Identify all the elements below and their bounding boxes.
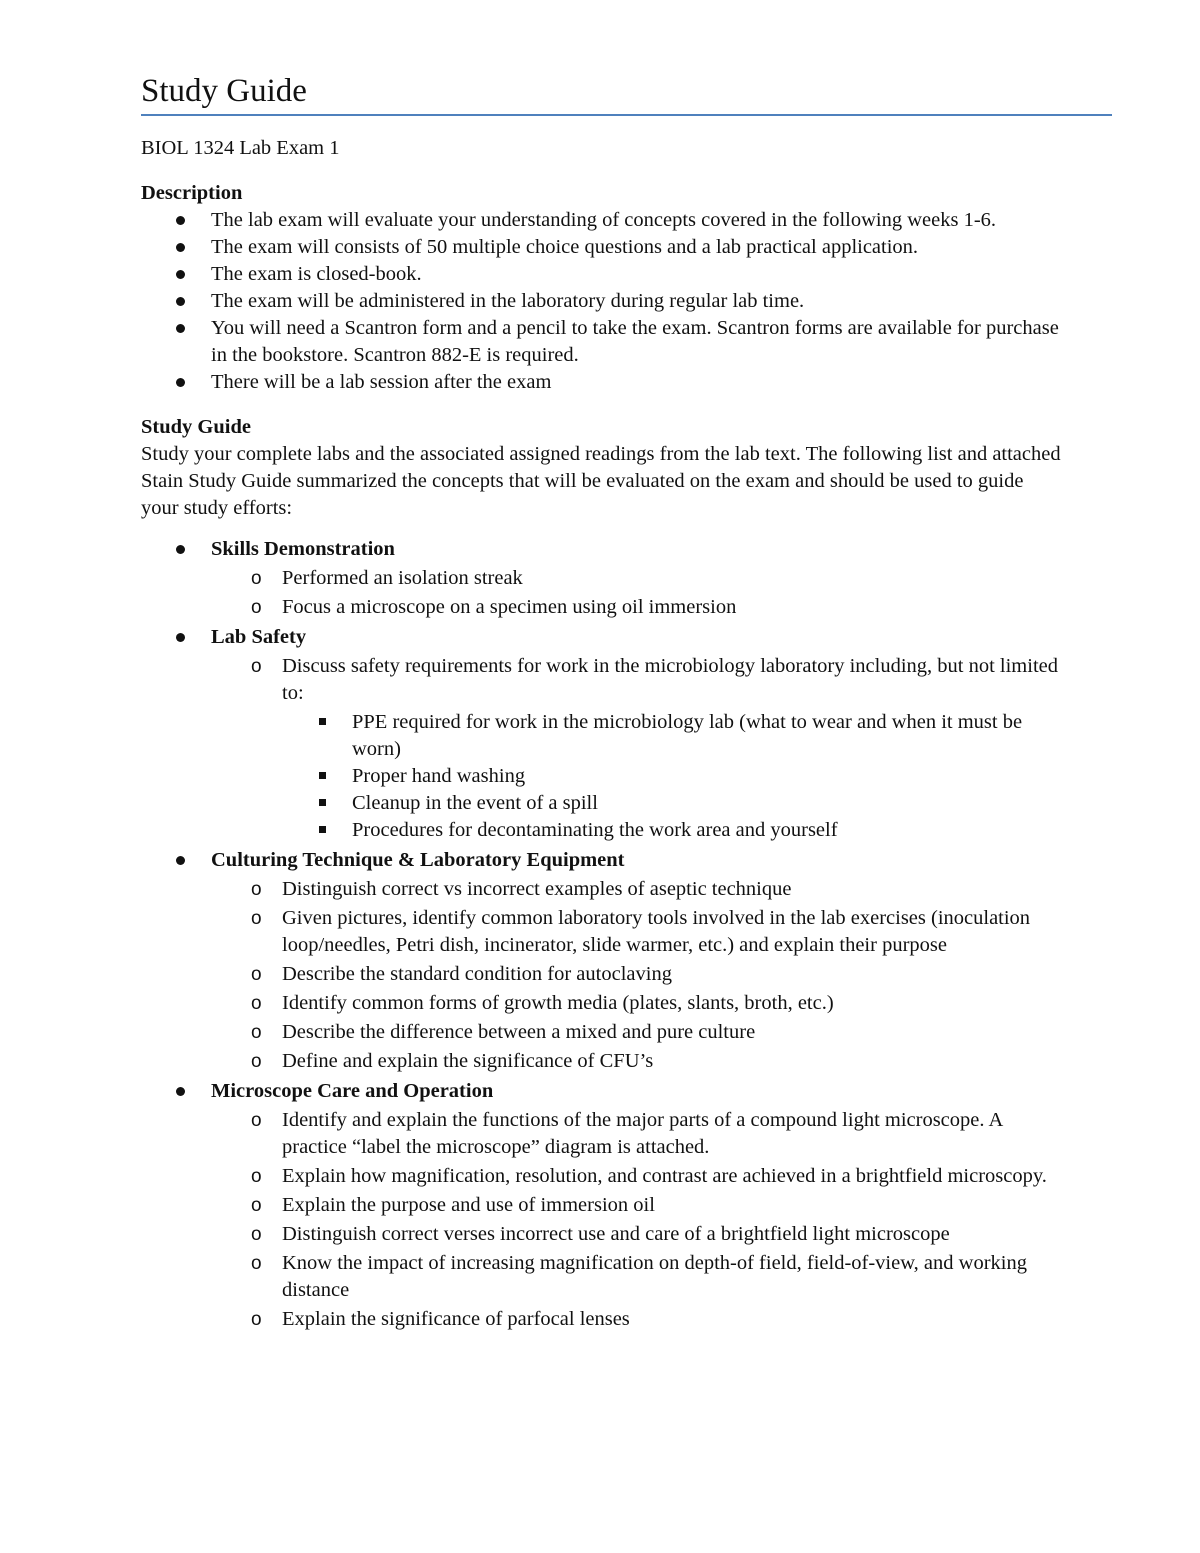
bullet-icon xyxy=(176,270,185,279)
circle-bullet-icon: o xyxy=(251,568,262,589)
circle-bullet-icon: o xyxy=(251,656,262,677)
list-item: o Identify common forms of growth media (plates, slants, broth, etc.) xyxy=(141,990,1061,1017)
title-underline xyxy=(141,114,1112,116)
topic-skills-demonstration xyxy=(141,536,1061,563)
circle-bullet-icon: o xyxy=(251,879,262,900)
bullet-icon xyxy=(176,856,185,865)
list-item: The exam is closed-book. xyxy=(141,261,1061,288)
list-item: o Explain how magnification, resolution, and contrast are achieved in a brightfield microscopy. xyxy=(141,1163,1061,1190)
topic-title: Skills Demonstration xyxy=(211,538,395,560)
topic-title: Culturing Technique & Laboratory Equipment xyxy=(211,849,625,871)
description-heading: Description xyxy=(141,182,243,204)
circle-bullet-icon: o xyxy=(251,993,262,1014)
list-item: o Explain the significance of parfocal lenses xyxy=(141,1306,1061,1333)
list-item: Procedures for decontaminating the work area and yourself xyxy=(141,817,1061,844)
circle-bullet-icon: o xyxy=(251,1051,262,1072)
list-item: Proper hand washing xyxy=(141,763,1061,790)
circle-bullet-icon: o xyxy=(251,1166,262,1187)
circle-bullet-icon: o xyxy=(251,1253,262,1274)
topic-culturing-technique xyxy=(141,847,1061,874)
list-item: PPE required for work in the microbiology lab (what to wear and when it must be worn) xyxy=(141,709,1061,763)
bullet-icon xyxy=(176,545,185,554)
list-item: o Discuss safety requirements for work in the microbiology laboratory including, but not limited to: xyxy=(251,655,1058,704)
square-bullet-icon xyxy=(319,772,326,779)
square-bullet-icon xyxy=(319,799,326,806)
list-item: o Define and explain the significance of CFU’s xyxy=(141,1048,1061,1075)
list-item: o Focus a microscope on a specimen using oil immersion xyxy=(141,594,1061,621)
circle-bullet-icon: o xyxy=(251,1022,262,1043)
description-list xyxy=(141,207,1061,396)
list-item: You will need a Scantron form and a pencil to take the exam. Scantron forms are available for purchase in the bookstore. Scantron 882-E is required. xyxy=(141,315,1061,369)
circle-bullet-icon: o xyxy=(251,908,262,929)
course-subtitle: BIOL 1324 Lab Exam 1 xyxy=(141,137,340,159)
bullet-icon xyxy=(176,378,185,387)
topic-list xyxy=(141,536,1061,1333)
list-item: Cleanup in the event of a spill xyxy=(141,790,1061,817)
list-item: There will be a lab session after the exam xyxy=(141,369,1061,396)
circle-bullet-icon: o xyxy=(251,1224,262,1245)
bullet-icon xyxy=(176,324,185,333)
circle-bullet-icon: o xyxy=(251,964,262,985)
list-item: o Distinguish correct vs incorrect examples of aseptic technique xyxy=(141,876,1061,903)
list-item: o Know the impact of increasing magnification on depth-of field, field-of-view, and working distance xyxy=(251,1252,1027,1301)
topic-title: Microscope Care and Operation xyxy=(211,1080,494,1102)
list-item: o Explain the purpose and use of immersion oil xyxy=(141,1192,1061,1219)
circle-bullet-icon: o xyxy=(251,1309,262,1330)
list-item: o Describe the standard condition for autoclaving xyxy=(141,961,1061,988)
study-guide-intro: Study your complete labs and the associated assigned readings from the lab text. The following list and attached Stain Study Guide summarized the concepts that will be evaluated on the exam and should be used to guide your study efforts: xyxy=(141,443,1061,519)
circle-bullet-icon: o xyxy=(251,1195,262,1216)
list-item: The exam will be administered in the laboratory during regular lab time. xyxy=(141,288,1061,315)
list-item: The exam will consists of 50 multiple choice questions and a lab practical application. xyxy=(141,234,1061,261)
bullet-icon xyxy=(176,216,185,225)
list-item: o Identify and explain the functions of the major parts of a compound light microscope. A practice “label the microscope” diagram is attached. xyxy=(251,1109,1003,1158)
list-item: o Distinguish correct verses incorrect use and care of a brightfield light microscope xyxy=(141,1221,1061,1248)
document-body xyxy=(141,132,1061,1335)
square-bullet-icon xyxy=(319,826,326,833)
list-item: The lab exam will evaluate your understanding of concepts covered in the following weeks 1-6. xyxy=(141,207,1061,234)
topic-lab-safety xyxy=(141,624,1061,651)
study-guide-heading: Study Guide xyxy=(141,416,251,438)
topic-microscope-care xyxy=(141,1078,1061,1105)
bullet-icon xyxy=(176,297,185,306)
circle-bullet-icon: o xyxy=(251,1110,262,1131)
list-item: o Describe the difference between a mixed and pure culture xyxy=(141,1019,1061,1046)
square-bullet-icon xyxy=(319,718,326,725)
bullet-icon xyxy=(176,243,185,252)
page-title: Study Guide xyxy=(141,73,307,109)
bullet-icon xyxy=(176,633,185,642)
bullet-icon xyxy=(176,1087,185,1096)
list-item: o Performed an isolation streak xyxy=(141,565,1061,592)
list-item: o Given pictures, identify common laboratory tools involved in the lab exercises (inoculation loop/needles, Petri dish, incinerator, slide warmer, etc.) and explain their purpose xyxy=(251,907,1031,956)
topic-title: Lab Safety xyxy=(211,626,307,648)
circle-bullet-icon: o xyxy=(251,597,262,618)
